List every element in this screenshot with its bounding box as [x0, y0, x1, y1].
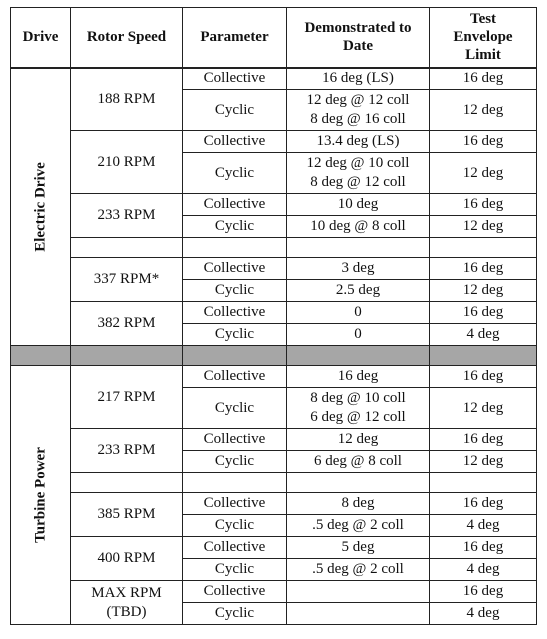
demonstrated-value: 8 deg @ 16 coll: [310, 111, 406, 127]
rotor-speed: 188 RPM: [97, 90, 156, 107]
demonstrated-cell: [287, 302, 430, 324]
header-limit-line: Test: [469, 11, 497, 28]
demonstrated-cell: [287, 194, 430, 216]
separator-cell: [287, 346, 430, 366]
parameter-cell: Cyclic: [183, 603, 287, 625]
demonstrated-cell: [287, 90, 430, 131]
demonstrated-value: 3 deg: [341, 260, 375, 276]
demonstrated-value: 13.4 deg (LS): [316, 133, 400, 149]
separator-cell: [71, 346, 183, 366]
parameter-cell: Collective: [183, 429, 287, 451]
rotor-speed: 217 RPM: [97, 388, 156, 405]
limit-cell: 12 deg: [430, 280, 537, 302]
header-drive: Drive: [11, 8, 71, 68]
demonstrated-cell: [287, 603, 430, 625]
rotor-speed-cell: [71, 429, 183, 473]
limit-cell: 16 deg: [430, 493, 537, 515]
rotor-speed-cell: [71, 581, 183, 625]
drive-cell: [11, 68, 71, 346]
table-row: [11, 194, 537, 216]
demonstrated-value: 8 deg @ 10 coll: [310, 390, 406, 406]
limit-cell: 4 deg: [430, 324, 537, 346]
table-row: [11, 258, 537, 280]
rotor-speed: MAX RPM: [91, 584, 162, 601]
table-row: [11, 366, 537, 388]
blank-cell: [71, 238, 183, 258]
separator-cell: [183, 346, 287, 366]
blank-cell: [287, 473, 430, 493]
demonstrated-value: 2.5 deg: [335, 282, 381, 298]
limit-cell: 16 deg: [430, 258, 537, 280]
demonstrated-cell: [287, 515, 430, 537]
parameter-cell: Cyclic: [183, 90, 287, 131]
demonstrated-cell: [287, 581, 430, 603]
demonstrated-value: .5 deg @ 2 coll: [312, 561, 404, 577]
rotor-speed: 382 RPM: [97, 315, 156, 331]
drive-label: Electric Drive: [32, 161, 48, 252]
demonstrated-cell: [287, 153, 430, 194]
rotor-speed-cell: [71, 366, 183, 429]
demonstrated-value: 10 deg: [337, 196, 379, 212]
demonstrated-cell: [287, 68, 430, 90]
limit-cell: 12 deg: [430, 451, 537, 473]
demonstrated-value: 8 deg @ 12 coll: [310, 174, 406, 190]
limit-cell: 16 deg: [430, 131, 537, 153]
parameter-cell: Collective: [183, 194, 287, 216]
separator-cell: [430, 346, 537, 366]
parameter-cell: Cyclic: [183, 280, 287, 302]
table-row: [11, 131, 537, 153]
parameter-cell: Collective: [183, 493, 287, 515]
demonstrated-value: 16 deg (LS): [322, 70, 394, 87]
limit-cell: 16 deg: [430, 68, 537, 90]
demonstrated-value: 12 deg @ 12 coll: [306, 92, 410, 108]
demonstrated-value: 0: [354, 304, 362, 320]
header-demonstrated-line: Demonstrated to: [304, 20, 412, 37]
rotor-speed: 400 RPM: [97, 550, 156, 566]
limit-cell: 4 deg: [430, 559, 537, 581]
parameter-cell: Collective: [183, 68, 287, 90]
parameter-cell: Collective: [183, 581, 287, 603]
limit-cell: 16 deg: [430, 366, 537, 388]
rotor-speed-cell: [71, 258, 183, 302]
demonstrated-cell: [287, 537, 430, 559]
demonstrated-cell: [287, 388, 430, 429]
header-rotor-speed: Rotor Speed: [71, 8, 183, 68]
rotor-speed-cell: [71, 68, 183, 131]
demonstrated-value: 6 deg @ 8 coll: [314, 453, 402, 469]
header-test-envelope-limit: [430, 8, 537, 68]
demonstrated-cell: [287, 280, 430, 302]
header-demonstrated-line: Date: [343, 38, 373, 55]
limit-cell: 16 deg: [430, 302, 537, 324]
section-separator-row: [11, 346, 537, 366]
parameter-cell: Cyclic: [183, 559, 287, 581]
parameter-cell: Collective: [183, 537, 287, 559]
demonstrated-cell: [287, 559, 430, 581]
blank-cell: [183, 473, 287, 493]
header-limit-line: Limit: [465, 47, 501, 64]
demonstrated-value: 10 deg @ 8 coll: [310, 218, 406, 234]
rotor-speed-cell: [71, 537, 183, 581]
parameter-cell: Collective: [183, 302, 287, 324]
demonstrated-cell: [287, 451, 430, 473]
demonstrated-cell: [287, 366, 430, 388]
parameter-cell: Collective: [183, 366, 287, 388]
blank-cell: [430, 238, 537, 258]
limit-cell: 16 deg: [430, 194, 537, 216]
table-row: [11, 537, 537, 559]
limit-cell: 12 deg: [430, 388, 537, 429]
demonstrated-cell: [287, 216, 430, 238]
parameter-cell: Cyclic: [183, 388, 287, 429]
limit-cell: 12 deg: [430, 153, 537, 194]
demonstrated-value: 12 deg: [337, 431, 379, 447]
rotor-speed: 210 RPM: [97, 153, 156, 170]
header-limit-line: Envelope: [453, 29, 513, 46]
blank-cell: [430, 473, 537, 493]
limit-cell: 12 deg: [430, 90, 537, 131]
drive-cell: [11, 366, 71, 625]
blank-row: [11, 238, 537, 258]
blank-cell: [71, 473, 183, 493]
parameter-cell: Cyclic: [183, 451, 287, 473]
rotor-speed: 233 RPM: [97, 207, 156, 223]
parameter-cell: Cyclic: [183, 324, 287, 346]
blank-cell: [287, 238, 430, 258]
drive-label: Turbine Power: [32, 447, 48, 543]
rotor-speed: 385 RPM: [97, 506, 156, 522]
demonstrated-value: 12 deg @ 10 coll: [306, 155, 410, 171]
separator-cell: [11, 346, 71, 366]
blank-cell: [183, 238, 287, 258]
limit-cell: 12 deg: [430, 216, 537, 238]
rotor-speed: 233 RPM: [97, 442, 156, 458]
rotor-envelope-table: [10, 7, 537, 625]
table-row: [11, 302, 537, 324]
limit-cell: 16 deg: [430, 581, 537, 603]
rotor-speed-cell: [71, 302, 183, 346]
demonstrated-cell: [287, 493, 430, 515]
demonstrated-cell: [287, 258, 430, 280]
demonstrated-value: 5 deg: [341, 539, 375, 555]
parameter-cell: Cyclic: [183, 153, 287, 194]
blank-row: [11, 473, 537, 493]
table-row: [11, 429, 537, 451]
parameter-cell: Cyclic: [183, 515, 287, 537]
parameter-cell: Cyclic: [183, 216, 287, 238]
demonstrated-value: 16 deg: [337, 368, 379, 384]
demonstrated-value: 6 deg @ 12 coll: [310, 409, 406, 425]
limit-cell: 4 deg: [430, 515, 537, 537]
limit-cell: 16 deg: [430, 429, 537, 451]
table-row: [11, 493, 537, 515]
rotor-speed-cell: [71, 131, 183, 194]
demonstrated-value: 8 deg: [341, 495, 375, 511]
table-row: [11, 68, 537, 90]
demonstrated-value: 0: [354, 326, 362, 342]
rotor-speed-cell: [71, 493, 183, 537]
header-demonstrated: [287, 8, 430, 68]
table-body: [11, 68, 537, 625]
table-row: [11, 581, 537, 603]
rotor-speed-cell: [71, 194, 183, 238]
demonstrated-cell: [287, 131, 430, 153]
demonstrated-cell: [287, 324, 430, 346]
demonstrated-value: .5 deg @ 2 coll: [312, 517, 404, 533]
header-parameter: Parameter: [183, 8, 287, 68]
rotor-speed: (TBD): [106, 603, 147, 620]
limit-cell: 16 deg: [430, 537, 537, 559]
parameter-cell: Collective: [183, 131, 287, 153]
rotor-speed: 337 RPM*: [93, 271, 160, 287]
parameter-cell: Collective: [183, 258, 287, 280]
limit-cell: 4 deg: [430, 603, 537, 625]
demonstrated-cell: [287, 429, 430, 451]
header-row: [11, 8, 537, 68]
